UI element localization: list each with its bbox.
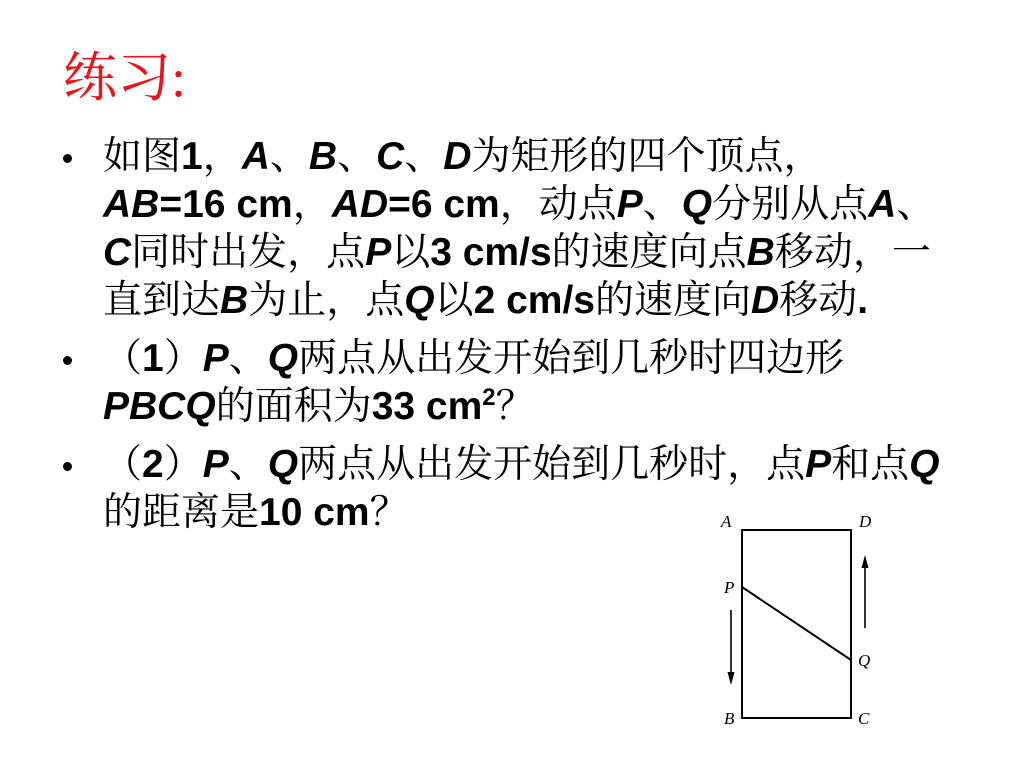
math-variable: B <box>308 135 338 178</box>
text-run: 和点 <box>831 443 910 486</box>
text-run: ， <box>292 183 332 226</box>
text-run: 如图 <box>103 135 182 178</box>
point-label-q: Q <box>858 651 871 670</box>
text-run: ？ <box>495 385 535 428</box>
measure-value: =16 cm <box>159 183 293 226</box>
text-run: 两点从出发开始到几秒时四边形 <box>298 337 845 380</box>
bullet-dot <box>63 356 72 365</box>
text-run: 以 <box>434 279 474 322</box>
bullet-3-line-1 <box>103 441 940 489</box>
math-variable: P <box>202 443 229 486</box>
measure-value: 2 cm/s <box>473 279 595 322</box>
text-run: 的速度向 <box>594 279 751 322</box>
problem-content <box>103 133 940 537</box>
math-variable: P <box>805 443 832 486</box>
segment-pq <box>742 587 851 660</box>
math-variable: P <box>365 231 392 274</box>
measure-value: 33 cm <box>371 385 483 428</box>
math-variable: D <box>751 279 780 322</box>
text-run: 、 <box>337 135 377 178</box>
text-run: 、 <box>896 183 936 226</box>
bullet-1-line-4 <box>103 277 940 325</box>
text-run: ，动点 <box>499 183 617 226</box>
text-run: 为止，点 <box>248 279 405 322</box>
math-variable: C <box>376 135 405 178</box>
number-value: 1 <box>181 135 203 178</box>
math-variable: AB <box>103 183 160 226</box>
math-variable: B <box>220 279 249 322</box>
bullet-item-1 <box>103 133 940 325</box>
rectangle-diagram <box>700 500 900 740</box>
measure-value: =6 cm <box>388 183 500 226</box>
text-run: 的面积为 <box>215 385 372 428</box>
vertex-label-d: D <box>859 512 872 531</box>
text-run: 同时出发，点 <box>131 231 366 274</box>
math-variable: PBCQ <box>103 385 216 428</box>
text-run: 的速度向点 <box>551 231 747 274</box>
text-run: 、 <box>404 135 444 178</box>
bullet-2-line-1 <box>103 335 940 383</box>
math-variable: AD <box>331 183 389 226</box>
text-run: ， <box>202 135 242 178</box>
text-run: ？ <box>369 491 409 534</box>
text-run: （ <box>103 337 143 380</box>
math-variable: C <box>103 231 132 274</box>
period-mark: . <box>857 279 869 322</box>
math-variable: Q <box>681 183 713 226</box>
math-variable: D <box>443 135 472 178</box>
math-variable: B <box>746 231 775 274</box>
vertex-label-b: B <box>724 709 735 728</box>
measure-value: 10 cm <box>259 491 370 534</box>
point-label-p: P <box>724 578 735 597</box>
text-run: 直到达 <box>103 279 221 322</box>
superscript-exponent: 2 <box>482 384 496 411</box>
question-number: 2 <box>142 443 164 486</box>
text-run: ） <box>163 443 203 486</box>
math-variable: A <box>868 183 897 226</box>
text-run: 、 <box>642 183 682 226</box>
arrow-down-icon <box>728 610 735 685</box>
text-run: ） <box>163 337 203 380</box>
bullet-1-line-3 <box>103 229 940 277</box>
text-run: 以 <box>391 231 431 274</box>
math-variable: Q <box>267 443 299 486</box>
slide-title: 练习: <box>63 48 187 108</box>
bullet-2-line-2 <box>103 383 940 431</box>
measure-value: 3 cm/s <box>430 231 552 274</box>
bullet-dot <box>63 154 72 163</box>
math-variable: Q <box>404 279 435 322</box>
bullet-1-line-2 <box>103 181 940 229</box>
text-run: 分别从点 <box>712 183 869 226</box>
text-run: 、 <box>228 443 268 486</box>
bullet-1-line-1 <box>103 133 940 181</box>
text-run: 两点从出发开始到几秒时，点 <box>298 443 806 486</box>
text-run: （ <box>103 443 143 486</box>
text-run: 的距离是 <box>103 491 260 534</box>
question-number: 1 <box>142 337 164 380</box>
text-run: 移动，一 <box>774 231 931 274</box>
text-run: 、 <box>269 135 309 178</box>
text-run: 、 <box>228 337 268 380</box>
bullet-dot <box>63 462 72 471</box>
text-run: 移动 <box>779 279 858 322</box>
vertex-label-a: A <box>721 512 732 531</box>
math-variable: P <box>616 183 643 226</box>
math-variable: P <box>202 337 229 380</box>
text-run: 为矩形的四个顶点， <box>471 135 823 178</box>
math-variable: Q <box>267 337 299 380</box>
math-variable: A <box>241 135 270 178</box>
vertex-label-c: C <box>858 709 870 728</box>
bullet-item-2 <box>103 335 940 431</box>
arrow-up-icon <box>862 555 869 628</box>
math-variable: Q <box>909 443 940 486</box>
